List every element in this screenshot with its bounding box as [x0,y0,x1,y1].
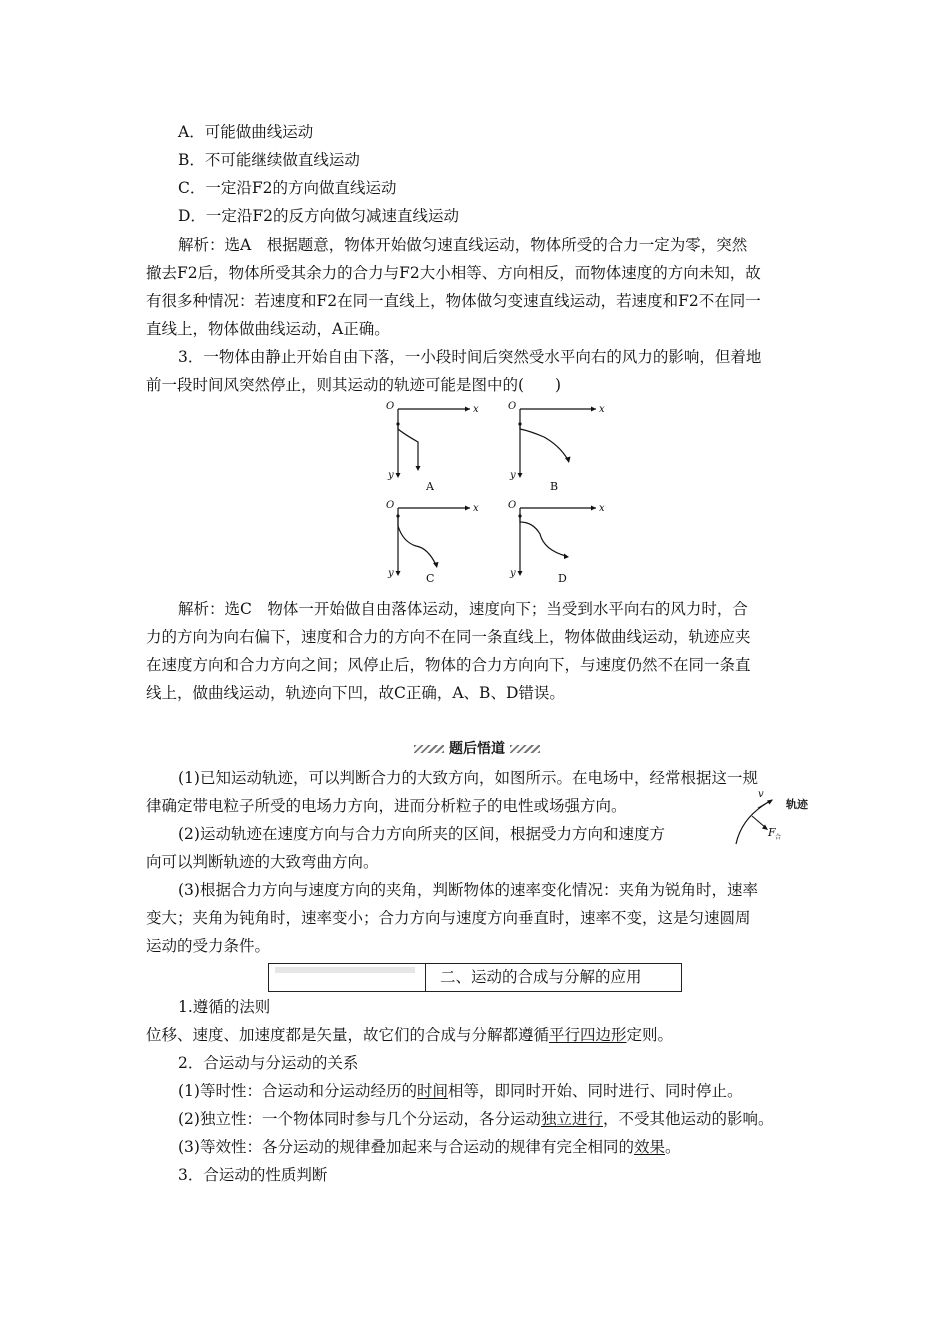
analysis-line: 力的方向为向右偏下，速度和合力的方向不在同一条直线上，物体做曲线运动，轨迹应夹 [146,628,751,646]
origin-label-b: O [508,401,517,412]
section-heading: 1.遵循的法则 [178,998,271,1016]
underlined-term: 平行四边形 [549,1026,627,1044]
tip-line: (3)根据合力方向与速度方向的夹角，判断物体的速率变化情况：夹角为锐角时，速率 [178,881,758,899]
underlined-term: 效果 [633,1138,665,1156]
trajectory-label: 轨迹 [786,798,808,811]
analysis-line: 有很多种情况：若速度和F2在同一直线上，物体做匀变速直线运动，若速度和F2不在同一 [146,292,761,310]
relation-item: (3)等效性：各分运动的规律叠加起来与合运动的规律有完全相同的效果。 [178,1138,681,1156]
analysis-line: 解析：选C 物体一开始做自由落体运动，速度向下；当受到水平向右的风力时，合 [178,600,748,618]
force-subscript: 合 [775,834,782,841]
section-heading: 2．合运动与分运动的关系 [178,1054,359,1072]
tip-line: 向可以判断轨迹的大致弯曲方向。 [146,853,379,871]
x-axis-label-b: x [599,404,605,415]
analysis-line: 在速度方向和合力方向之间；风停止后，物体的合力方向向下，与速度仍然不在同一条直 [146,656,751,674]
tips-banner [392,738,562,758]
section-heading: 3．合运动的性质判断 [178,1166,328,1184]
figure-label-d: D [558,572,567,585]
origin-label-a: O [386,401,395,412]
option-c: C．一定沿F2的方向做直线运动 [178,179,397,197]
tip-line: 律确定带电粒子所受的电场力方向，进而分析粒子的电性或场强方向。 [146,797,627,815]
relation-item: (2)独立性：一个物体同时参与几个分运动，各分运动独立进行，不受其他运动的影响。 [178,1110,774,1128]
hatch-decoration [510,745,540,753]
option-a: A．可能做曲线运动 [178,123,314,141]
underlined-term: 时间 [416,1082,448,1100]
x-axis-label-d: x [599,503,605,514]
section-title-box [268,963,682,992]
figure-label-a: A [426,480,434,493]
velocity-label: v [758,789,764,800]
trajectory-force-diagram [728,788,823,848]
hatch-decoration [414,745,444,753]
section-title-blank [269,964,426,991]
analysis-line: 解析：选A 根据题意，物体开始做匀速直线运动，物体所受的合力一定为零，突然 [178,236,748,254]
analysis-line: 线上，做曲线运动，轨迹向下凹，故C正确，A、B、D错误。 [146,684,565,702]
analysis-line: 直线上，物体做曲线运动，A正确。 [146,320,390,338]
tip-line: (1)已知运动轨迹，可以判断合力的大致方向，如图所示。在电场中，经常根据这一规 [178,769,758,787]
figure-label-c: C [426,572,435,585]
tip-line: 运动的受力条件。 [146,937,271,955]
option-d: D．一定沿F2的反方向做匀减速直线运动 [178,207,460,225]
x-axis-label-a: x [473,404,479,415]
analysis-line: 撤去F2后，物体所受其余力的合力与F2大小相等、方向相反，而物体速度的方向未知，故 [146,264,761,282]
y-axis-label-a: y [388,470,394,481]
question-3-line: 前一段时间风突然停止，则其运动的轨迹可能是图中的( ) [146,376,562,394]
relation-item: (1)等时性：合运动和分运动经历的时间相等，即同时开始、同时进行、同时停止。 [178,1082,743,1100]
tip-line: 变大；夹角为钝角时，速率变小；合力方向与速度方向垂直时，速率不变，这是匀速圆周 [146,909,751,927]
tips-title: 题后悟道 [449,741,505,757]
tip-line: (2)运动轨迹在速度方向与合力方向所夹的区间，根据受力方向和速度方 [178,825,665,843]
origin-label-d: O [508,500,517,511]
y-axis-label-c: y [388,568,394,579]
trajectory-options-figure [370,398,620,588]
force-label: F [768,826,776,839]
section-title: 二、运动的合成与分解的应用 [440,968,642,986]
y-axis-label-d: y [510,568,516,579]
question-3-line: 3．一物体由静止开始自由下落，一小段时间后突然受水平向右的风力的影响，但着地 [178,348,762,366]
underlined-term: 独立进行 [540,1110,603,1128]
x-axis-label-c: x [473,503,479,514]
figure-label-b: B [550,480,559,493]
origin-label-c: O [386,500,395,511]
section-text: 位移、速度、加速度都是矢量，故它们的合成与分解都遵循平行四边形定则。 [146,1026,674,1044]
option-b: B．不可能继续做直线运动 [178,151,360,169]
y-axis-label-b: y [510,470,516,481]
